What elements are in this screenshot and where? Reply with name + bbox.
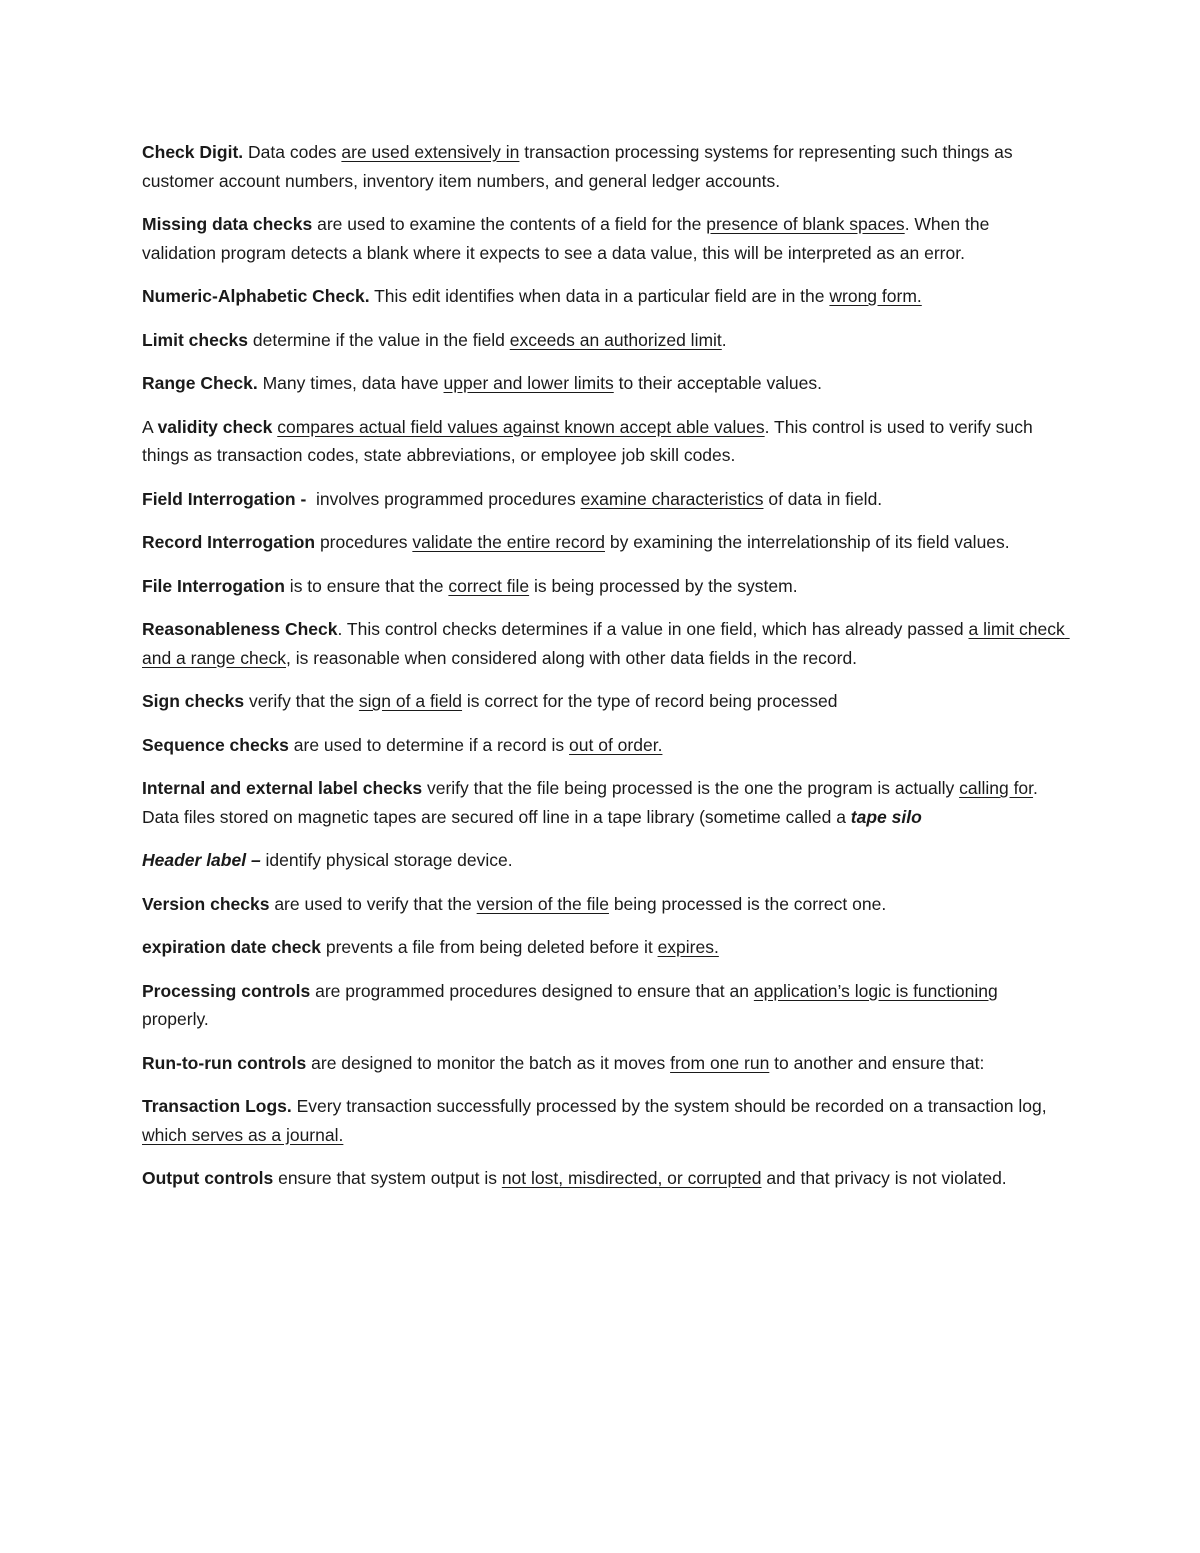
paragraph-label-checks (142, 774, 1067, 831)
body-text: transaction processing systems for representing such things as customer account numbers, inventory item numbers, and general ledger accounts. (142, 142, 1018, 191)
underlined-text: which serves as a journal. (142, 1124, 344, 1145)
term-label: expiration date check (142, 937, 321, 957)
body-text: of data in field. (763, 488, 883, 509)
body-text: is being processed by the system. (529, 575, 798, 596)
underlined-text: correct file (448, 575, 530, 596)
paragraph-transaction-logs (142, 1092, 1067, 1149)
paragraph-output-controls (142, 1164, 1067, 1193)
body-text: , is reasonable when considered along with other data fields in the record. (286, 647, 858, 668)
body-text: ensure that system output is (273, 1168, 502, 1188)
term-label: Transaction Logs. (142, 1096, 292, 1116)
underlined-text: are used extensively in (341, 142, 520, 162)
body-text: . (721, 329, 727, 350)
body-text: by examining the interrelationship of its field values. (604, 532, 1010, 552)
term-label: Internal and external label checks (142, 778, 423, 798)
paragraph-field-interrogation (142, 485, 1067, 514)
body-text: . Data files stored on magnetic tapes are secured off line in a tape library (sometime called a (142, 778, 1043, 827)
term-label: Missing data checks (142, 214, 313, 234)
body-text: are used to verify that the (269, 893, 477, 914)
term-label: Version checks (142, 893, 270, 914)
body-text: are used to determine if a record is (288, 734, 570, 755)
paragraph-check-digit (142, 138, 1067, 195)
paragraph-file-interrogation (142, 572, 1067, 601)
underlined-text: exceeds an authorized limit (509, 329, 722, 350)
body-text: . This control checks determines if a value in one field, which has already passed (337, 619, 969, 639)
underlined-text: upper and lower limits (443, 373, 614, 393)
body-text: prevents a file from being deleted before it (320, 937, 658, 957)
underlined-text: wrong form. (829, 286, 922, 306)
underlined-text: examine characteristics (580, 488, 764, 509)
underlined-text: compares actual field values against known accept able values (277, 416, 765, 437)
body-text: is to ensure that the (284, 575, 449, 596)
body-text: identify physical storage device. (260, 850, 513, 870)
underlined-text: from one run (670, 1052, 770, 1073)
underlined-text: presence of blank spaces (706, 214, 905, 234)
paragraph-missing-data-checks (142, 210, 1067, 267)
term-label: Field Interrogation - (142, 488, 307, 509)
term-label: Reasonableness Check (142, 619, 338, 639)
term-label: tape silo (850, 806, 922, 827)
paragraph-expiration-date-check (142, 933, 1067, 962)
body-text: . This control is used to verify such things as transaction codes, state abbreviations, or employee job skill codes. (142, 416, 1038, 465)
body-text: verify that the file being processed is the one the program is actually (422, 778, 960, 798)
term-label: Numeric-Alphabetic Check. (142, 286, 370, 306)
term-label: Processing controls (142, 980, 311, 1001)
body-text: properly. (142, 980, 1003, 1029)
paragraph-numeric-alphabetic-check (142, 282, 1067, 311)
body-text: being processed is the correct one. (608, 893, 887, 914)
paragraph-reasonableness-check (142, 615, 1070, 672)
body-text: Many times, data have (257, 373, 444, 393)
paragraph-sequence-checks (142, 731, 1067, 760)
underlined-text: sign of a field (358, 691, 463, 711)
underlined-text: calling for (959, 778, 1034, 798)
term-label: File Interrogation (142, 575, 285, 596)
underlined-text: version of the file (476, 893, 609, 914)
underlined-text: validate the entire record (412, 532, 605, 552)
body-text: to another and ensure that: (769, 1052, 985, 1073)
paragraph-header-label (142, 846, 1067, 875)
underlined-text: application’s logic is functioning (753, 980, 998, 1001)
body-text: verify that the (244, 691, 359, 711)
term-label: Header label – (142, 850, 261, 870)
term-label: Run-to-run controls (142, 1052, 307, 1073)
underlined-text: not lost, misdirected, or corrupted (501, 1168, 762, 1188)
body-text: involves programmed procedures (306, 488, 581, 509)
paragraph-processing-controls (142, 977, 1067, 1034)
term-label: Sign checks (142, 691, 245, 711)
body-text: to their acceptable values. (613, 373, 822, 393)
body-text: Data codes (243, 142, 342, 162)
paragraph-validity-check (142, 413, 1067, 470)
term-label: Range Check. (142, 373, 258, 393)
term-label: validity check (157, 416, 273, 437)
body-text: are programmed procedures designed to ensure that an (310, 980, 754, 1001)
term-label: Sequence checks (142, 734, 289, 755)
body-text: . When the validation program detects a blank where it expects to see a data value, this will be interpreted as an error. (142, 214, 995, 263)
paragraph-range-check (142, 369, 1067, 398)
paragraph-sign-checks (142, 687, 1067, 716)
body-text: A (142, 416, 158, 437)
body-text: This edit identifies when data in a particular field are in the (369, 286, 830, 306)
underlined-text: expires. (657, 937, 719, 957)
paragraph-run-to-run-controls (142, 1049, 1067, 1078)
underlined-text: a limit check and a range check (142, 619, 1070, 668)
document-page (142, 138, 1070, 1208)
paragraph-version-checks (142, 890, 1067, 919)
body-text: are used to examine the contents of a field for the (312, 214, 707, 234)
underlined-text: out of order. (569, 734, 663, 755)
body-text: and that privacy is not violated. (761, 1168, 1007, 1188)
body-text: is correct for the type of record being processed (462, 691, 838, 711)
term-label: Check Digit. (142, 142, 244, 162)
term-label: Output controls (142, 1168, 274, 1188)
body-text: procedures (315, 532, 413, 552)
body-text: Every transaction successfully processed by the system should be recorded on a transaction log, (291, 1096, 1052, 1116)
body-text: are designed to monitor the batch as it moves (306, 1052, 671, 1073)
paragraph-record-interrogation (142, 528, 1067, 557)
term-label: Limit checks (142, 329, 249, 350)
paragraph-limit-checks (142, 326, 1067, 355)
term-label: Record Interrogation (142, 532, 316, 552)
body-text: determine if the value in the field (248, 329, 510, 350)
